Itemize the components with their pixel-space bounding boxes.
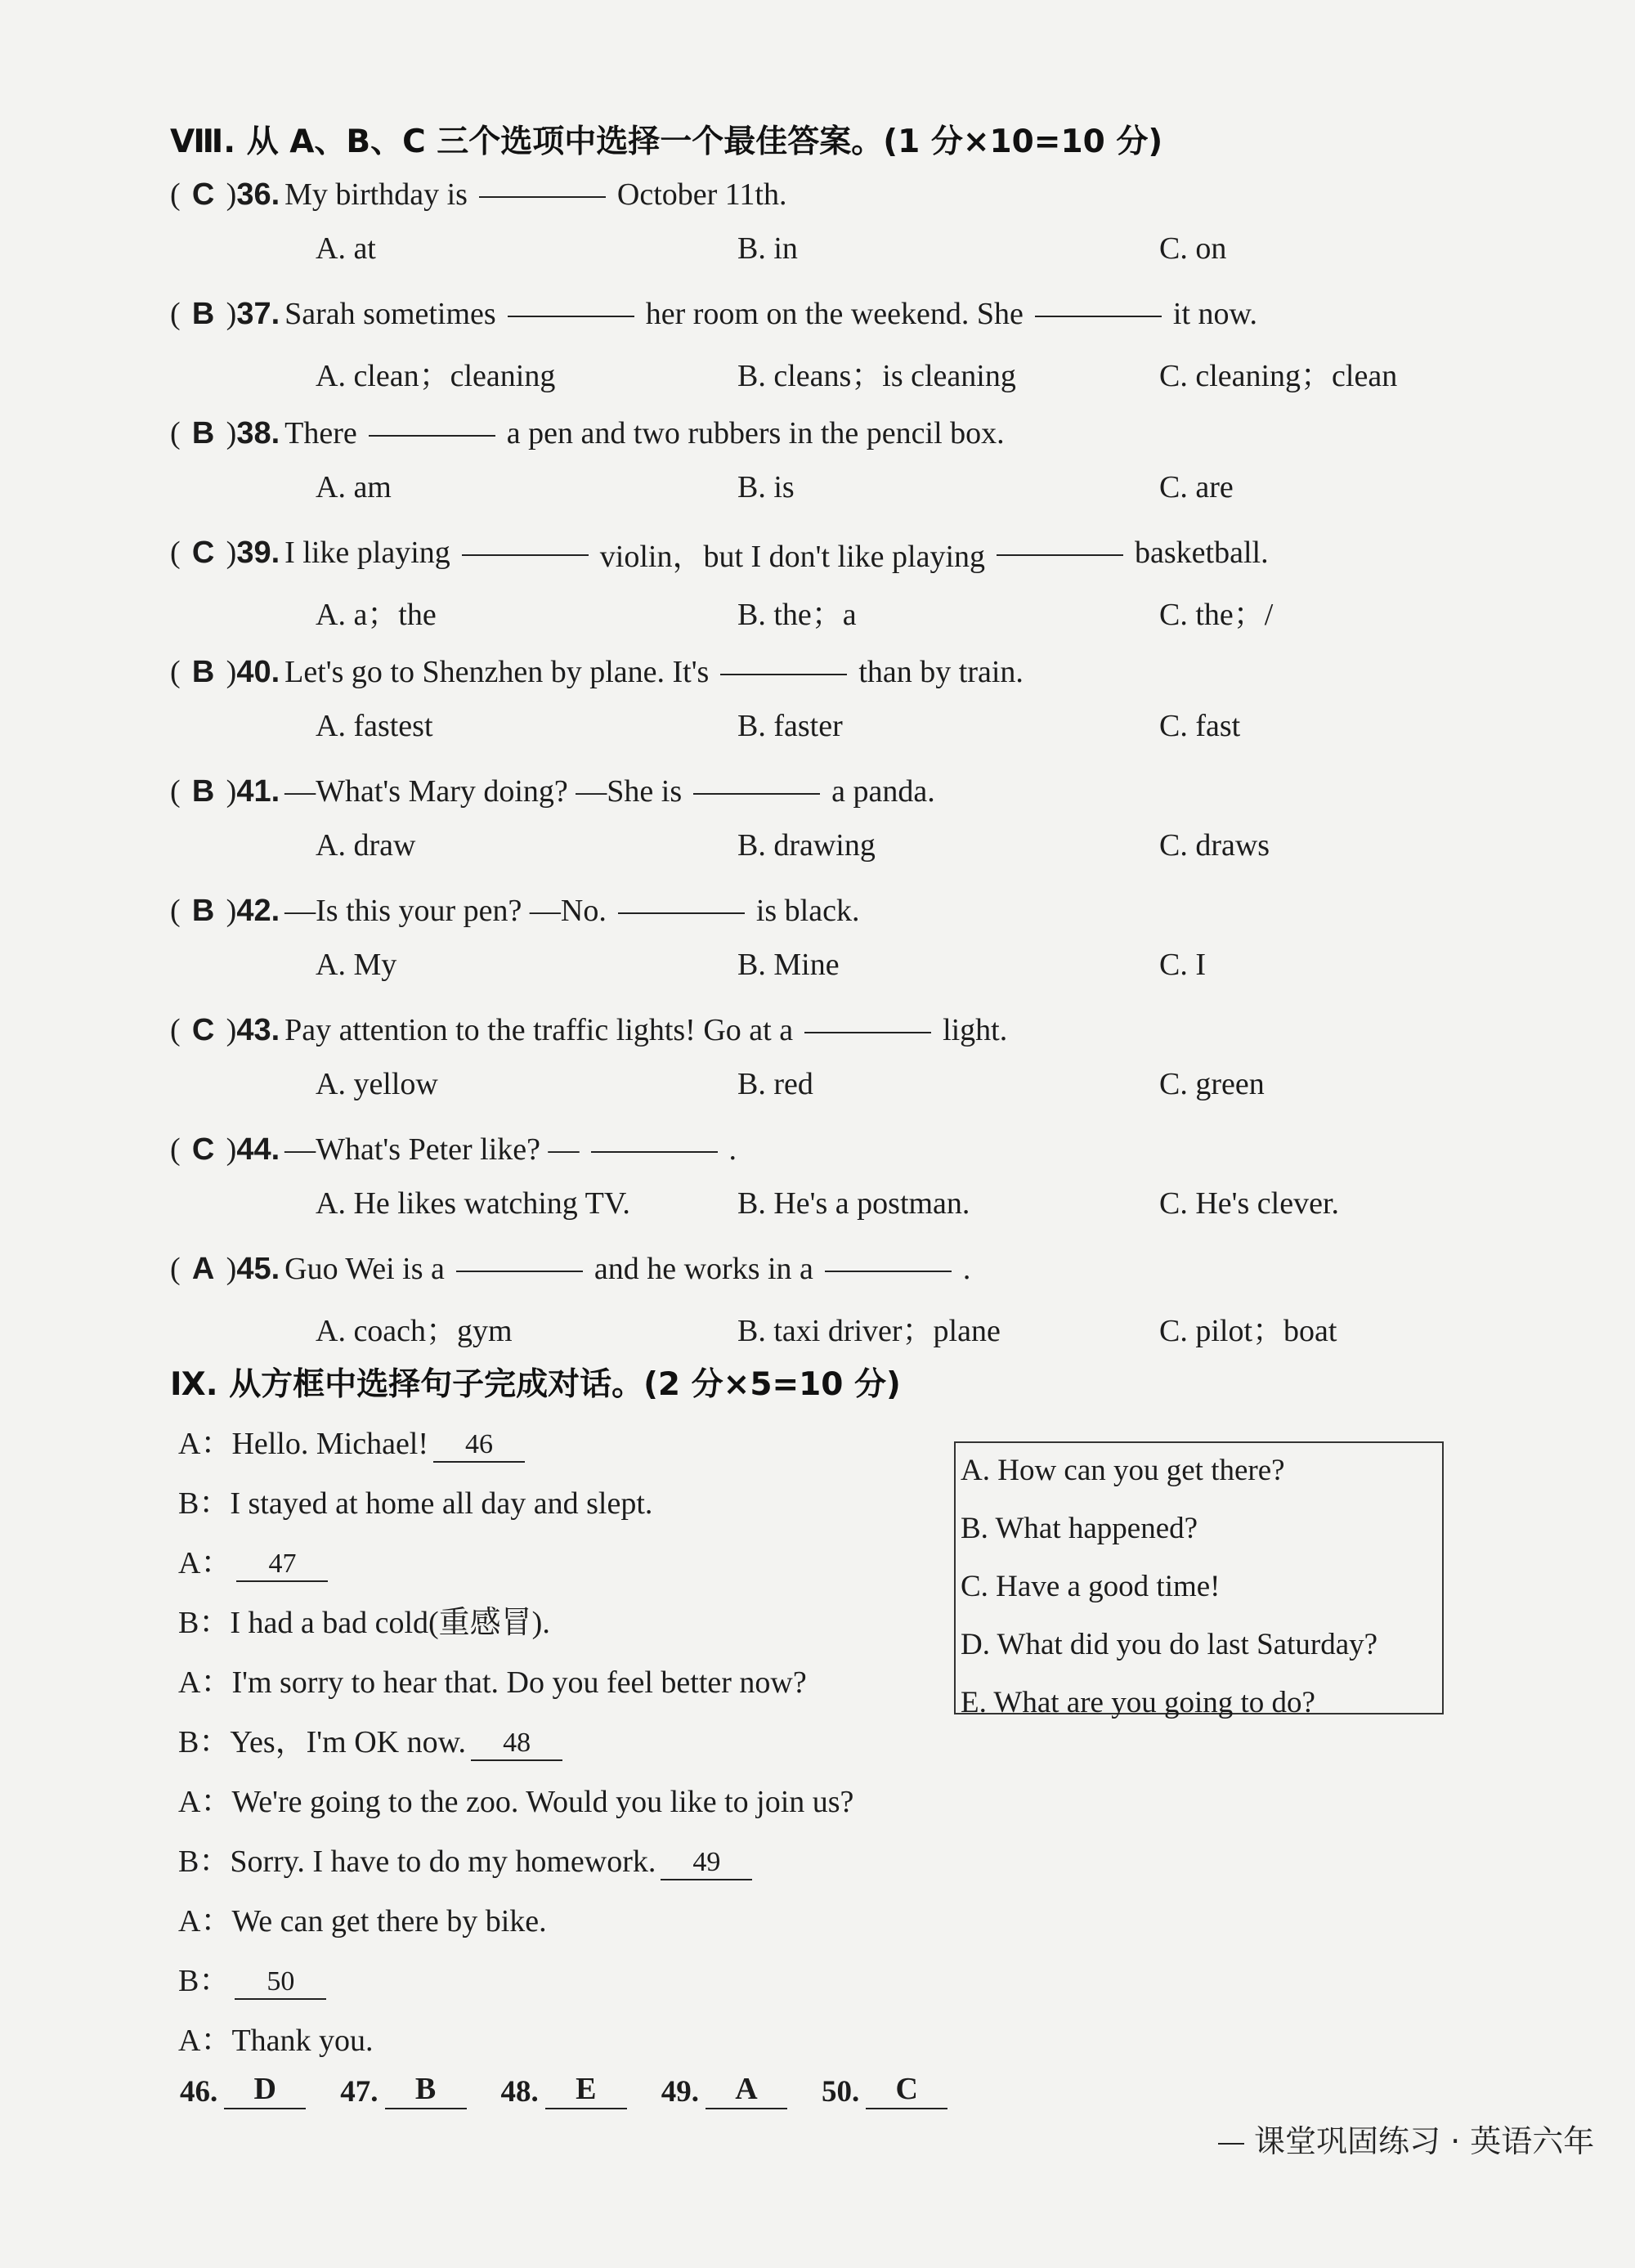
box-option-b: B. What happened? — [961, 1512, 1198, 1545]
dialogue-blank: 50 — [235, 1965, 326, 2000]
question-stem-text: —What's Peter like? — — [284, 1132, 580, 1167]
option-b: B. in — [737, 231, 798, 266]
question-answer: C — [191, 535, 215, 570]
question-stem-text: it now. — [1172, 297, 1257, 331]
question-45 — [170, 1246, 970, 1292]
paren-close: ) — [226, 774, 237, 809]
answer-number: 48. — [500, 2075, 539, 2109]
dialogue-blank: 49 — [661, 1846, 752, 1880]
question-answer: C — [191, 177, 215, 212]
question-39 — [170, 530, 1269, 576]
answer-number: 46. — [180, 2075, 218, 2109]
answer-row — [180, 2052, 982, 2109]
answer-blank — [693, 788, 820, 795]
answer-blank — [462, 549, 589, 556]
question-40 — [170, 649, 1024, 695]
answer-blank — [720, 669, 847, 675]
answer-47 — [340, 2070, 466, 2109]
option-b: B. faster — [737, 709, 843, 743]
answer-value: D — [224, 2070, 306, 2109]
answer-49 — [661, 2070, 787, 2109]
paren-open: ( — [170, 177, 181, 212]
question-answer: B — [191, 654, 215, 689]
dialogue-line — [178, 1656, 807, 1701]
paren-close: ) — [226, 1132, 237, 1167]
option-a: A. yellow — [316, 1067, 438, 1101]
dialogue-line — [178, 1895, 547, 1940]
answer-50 — [822, 2070, 947, 2109]
dialogue-line — [178, 1835, 752, 1880]
paren-close: ) — [226, 536, 237, 570]
dialogue-text: A： — [178, 1546, 232, 1580]
option-a: A. clean；cleaning — [316, 359, 556, 393]
question-answer: C — [191, 1132, 215, 1167]
option-a: A. at — [316, 231, 376, 266]
paren-open: ( — [170, 1252, 181, 1286]
option-c: C. draws — [1159, 828, 1270, 863]
dialogue-text: A：Thank you. — [178, 2024, 374, 2058]
answer-number: 50. — [822, 2075, 860, 2109]
dialogue-text: A：Hello. Michael! — [178, 1427, 429, 1461]
dialogue-text: A：I'm sorry to hear that. Do you feel better now? — [178, 1665, 807, 1700]
option-c: C. on — [1159, 231, 1227, 266]
footer-text: 课堂巩固练习 · 英语六年 — [1254, 2123, 1595, 2159]
question-answer: A — [191, 1251, 215, 1286]
dialogue-line — [178, 1477, 652, 1522]
question-37 — [170, 291, 1257, 337]
option-a: A. am — [316, 470, 392, 504]
paren-open: ( — [170, 655, 181, 689]
question-stem-text: Guo Wei is a — [284, 1252, 445, 1286]
answer-value: B — [385, 2070, 467, 2109]
footer-dash — [1218, 2143, 1244, 2145]
answer-blank — [618, 908, 745, 914]
question-stem-text: basketball. — [1135, 536, 1269, 570]
dialogue-blank: 48 — [471, 1727, 562, 1761]
question-43 — [170, 1007, 1007, 1053]
dialogue-text: B：Yes，I'm OK now. — [178, 1725, 467, 1759]
question-answer: B — [191, 893, 215, 928]
option-a: A. a；the — [316, 598, 437, 632]
paren-open: ( — [170, 894, 181, 928]
option-b: B. the；a — [737, 598, 857, 632]
dialogue-text: B： — [178, 1964, 231, 1998]
box-option-a: A. How can you get there? — [961, 1454, 1285, 1487]
paren-close: ) — [226, 1252, 237, 1286]
question-answer: B — [191, 296, 215, 331]
box-option-d: D. What did you do last Saturday? — [961, 1628, 1378, 1661]
question-stem-text: Pay attention to the traffic lights! Go at a — [284, 1013, 794, 1047]
question-stem-text: I like playing — [284, 536, 450, 570]
answer-value: E — [545, 2070, 627, 2109]
dialogue-text: A：We're going to the zoo. Would you like to join us? — [178, 1785, 854, 1819]
question-number: 45. — [236, 1251, 280, 1286]
paren-close: ) — [226, 1013, 237, 1047]
dialogue-text: B：I had a bad cold(重感冒). — [178, 1606, 550, 1640]
option-c: C. He's clever. — [1159, 1186, 1340, 1221]
question-42 — [170, 888, 859, 934]
dialogue-line — [178, 1418, 525, 1463]
question-stem-text: . — [728, 1132, 737, 1167]
section-8-title: Ⅷ. 从 A、B、C 三个选项中选择一个最佳答案。(1 分×10=10 分) — [170, 123, 1163, 160]
dialogue-line — [178, 1537, 328, 1582]
question-41 — [170, 769, 935, 814]
answer-48 — [501, 2070, 627, 2109]
paren-open: ( — [170, 1013, 181, 1047]
paren-open: ( — [170, 297, 181, 331]
option-c: C. fast — [1159, 709, 1241, 743]
box-option-c: C. Have a good time! — [961, 1570, 1221, 1603]
question-stem-text: —Is this your pen? —No. — [284, 894, 607, 928]
answer-blank — [479, 191, 606, 198]
question-stem-text: her room on the weekend. She — [645, 297, 1024, 331]
answer-blank — [591, 1146, 718, 1153]
answer-blank — [825, 1266, 952, 1272]
paren-open: ( — [170, 1132, 181, 1167]
option-b: B. taxi driver；plane — [737, 1314, 1001, 1348]
option-b: B. Mine — [737, 948, 840, 982]
option-b: B. is — [737, 470, 795, 504]
paren-open: ( — [170, 774, 181, 809]
answer-value: C — [866, 2070, 947, 2109]
question-stem-text: light. — [943, 1013, 1008, 1047]
question-number: 38. — [236, 415, 280, 450]
page-footer — [1218, 2116, 1594, 2165]
question-stem-text: . — [962, 1252, 971, 1286]
dialogue-line — [178, 1955, 326, 2000]
option-a: A. draw — [316, 828, 416, 863]
dialogue-text: A：We can get there by bike. — [178, 1904, 547, 1939]
box-option-e: E. What are you going to do? — [961, 1686, 1315, 1719]
option-a: A. fastest — [316, 709, 433, 743]
question-number: 40. — [236, 654, 280, 689]
dialogue-text: B：Sorry. I have to do my homework. — [178, 1844, 656, 1879]
question-number: 43. — [236, 1012, 280, 1047]
question-38 — [170, 410, 1005, 456]
option-b: B. red — [737, 1067, 813, 1101]
answer-blank — [804, 1027, 931, 1033]
answer-blank — [508, 311, 634, 317]
question-36 — [170, 172, 786, 217]
dialogue-text: B：I stayed at home all day and slept. — [178, 1486, 653, 1521]
answer-blank — [456, 1266, 583, 1272]
answer-blank — [1035, 311, 1162, 317]
question-stem-text: There — [284, 416, 357, 450]
paren-close: ) — [226, 416, 237, 450]
question-stem-text: than by train. — [858, 655, 1024, 689]
option-b: B. He's a postman. — [737, 1186, 970, 1221]
option-b: B. drawing — [737, 828, 876, 863]
option-c: C. are — [1159, 470, 1234, 504]
paren-open: ( — [170, 536, 181, 570]
answer-blank — [997, 549, 1123, 556]
paren-open: ( — [170, 416, 181, 450]
option-c: C. cleaning；clean — [1159, 359, 1398, 393]
paren-close: ) — [226, 177, 237, 212]
dialogue-blank: 47 — [236, 1548, 328, 1582]
answer-value: A — [706, 2070, 787, 2109]
sentence-options-box — [954, 1441, 1444, 1719]
option-b: B. cleans；is cleaning — [737, 359, 1016, 393]
answer-number: 49. — [661, 2075, 699, 2109]
option-c: C. the；/ — [1159, 598, 1274, 632]
dialogue-blank: 46 — [433, 1428, 525, 1463]
option-c: C. green — [1159, 1067, 1265, 1101]
option-c: C. I — [1159, 948, 1206, 982]
question-number: 41. — [236, 773, 280, 809]
option-a: A. My — [316, 948, 397, 982]
paren-close: ) — [226, 297, 237, 331]
question-number: 44. — [236, 1132, 280, 1167]
section-9-title: Ⅸ. 从方框中选择句子完成对话。(2 分×5=10 分) — [170, 1366, 901, 1403]
question-stem-text: violin，but I don't like playing — [599, 539, 986, 574]
question-stem-text: Let's go to Shenzhen by plane. It's — [284, 655, 710, 689]
question-number: 42. — [236, 893, 280, 928]
paren-close: ) — [226, 894, 237, 928]
question-stem-text: Sarah sometimes — [284, 297, 496, 331]
question-stem-text: a pen and two rubbers in the pencil box. — [506, 416, 1005, 450]
question-stem-text: is black. — [755, 894, 860, 928]
question-answer: C — [191, 1012, 215, 1047]
question-number: 39. — [236, 535, 280, 570]
paren-close: ) — [226, 655, 237, 689]
answer-46 — [180, 2070, 306, 2109]
answer-blank — [369, 430, 495, 437]
question-stem-text: and he works in a — [594, 1252, 813, 1286]
dialogue-line — [178, 1597, 550, 1642]
option-a: A. coach；gym — [316, 1314, 513, 1348]
option-a: A. He likes watching TV. — [316, 1186, 630, 1221]
dialogue-line — [178, 1716, 562, 1761]
question-number: 36. — [236, 177, 280, 212]
answer-number: 47. — [340, 2075, 379, 2109]
question-stem-text: October 11th. — [616, 177, 787, 212]
option-c: C. pilot；boat — [1159, 1314, 1337, 1348]
question-stem-text: —What's Mary doing? —She is — [284, 774, 683, 809]
dialogue-line — [178, 1776, 853, 1821]
question-44 — [170, 1127, 737, 1172]
question-answer: B — [191, 415, 215, 450]
question-number: 37. — [236, 296, 280, 331]
question-stem-text: My birthday is — [284, 177, 468, 212]
question-answer: B — [191, 773, 215, 809]
question-stem-text: a panda. — [831, 774, 935, 809]
